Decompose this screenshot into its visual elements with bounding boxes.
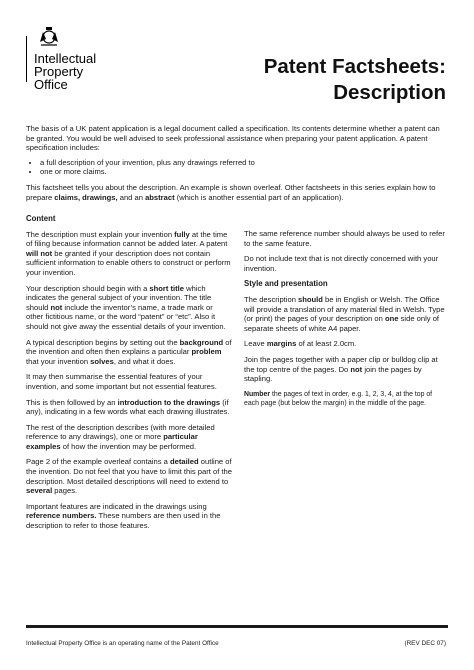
intro-paragraph-2: This factsheet tells you about the description. An example is shown overleaf. Other factsheets in this series explain how to prepare claims, drawings, and an abstract (which is another essential part of an application). xyxy=(26,182,436,202)
intro-bullet: • one or more claims. xyxy=(40,167,448,177)
left-paragraph: It may then summarise the essential features of your invention, and some important but not essential features. xyxy=(26,372,217,391)
ipo-logo xyxy=(26,26,116,53)
royal-crest-icon xyxy=(36,26,62,48)
right-paragraph: Leave margins of at least 2.0cm. xyxy=(244,339,357,349)
logo-wordmark xyxy=(34,52,96,91)
right-paragraph: Join the pages together with a paper clip or bulldog clip at the top centre of the pages. Do not join the pages by stapling. xyxy=(244,354,438,384)
left-paragraph: A typical description begins by setting out the background of the invention and often then explains a particular problem that your invention solves, and what it does. xyxy=(26,337,232,366)
intro-bullet: • a full description of your invention, plus any drawings referred to xyxy=(40,158,448,168)
footer-note: Intellectual Property Office is an operating name of the Patent Office xyxy=(26,640,219,647)
logo-line-3: Office xyxy=(34,77,68,92)
right-paragraph: Number the pages of text in order, e.g. 1, 2, 3, 4, at the top of each page (but below the margin) in the middle of the page. xyxy=(244,390,433,408)
logo-line-2: Property xyxy=(34,64,84,79)
left-paragraph: Page 2 of the example overleaf contains a detailed outline of the invention. Do not feel that you have to limit this part of the description. Most detailed descriptions will need to extend to several pages. xyxy=(26,457,232,496)
page-title xyxy=(264,54,446,106)
right-column xyxy=(244,229,448,415)
intro-section xyxy=(26,124,448,207)
left-column xyxy=(26,214,232,537)
left-paragraph: This is then followed by an introduction to the drawings (if any), indicating in a few words what each drawing illustrates. xyxy=(26,397,230,417)
right-paragraph: The description should be in English or Welsh. The Office will provide a translation of any material filed in Welsh. Type (or print) the pages of your description on one side only of separate sheets of white A4 paper. xyxy=(244,294,445,333)
footer-rule xyxy=(26,625,448,628)
logo-divider xyxy=(26,36,27,82)
right-paragraph: Do not include text that is not directly concerned with your invention. xyxy=(244,254,439,273)
title-line-2: Description xyxy=(333,81,446,104)
left-paragraph: The description must explain your invention fully at the time of filing because information cannot be added later. A patent will not be granted if your description does not contain sufficient information to enable others to construct or perform your invention. xyxy=(26,229,231,277)
intro-bullet-list xyxy=(26,158,448,177)
title-line-1: Patent Factsheets: xyxy=(263,55,446,78)
left-paragraph: Your description should begin with a short title which indicates the general subject of your invention. The title should not include the inventor’s name, a trade mark or other fictitious name, or the word “patent” or “etc”. Also it should not give away the essential details of your invention. xyxy=(26,283,226,331)
content-heading: Content xyxy=(26,214,56,223)
style-heading: Style and presentation xyxy=(244,279,328,289)
logo-line-1: Intellectual xyxy=(34,51,97,66)
revision-label: (REV DEC 07) xyxy=(404,640,446,647)
left-paragraph: Important features are indicated in the drawings using reference numbers. These numbers are then used in the description to refer to those features. xyxy=(26,501,221,531)
intro-paragraph-1: The basis of a UK patent application is a legal document called a specification. Its contents determine whether a patent can be granted. You would be well advised to seek professional assistance when preparing your patent application. A patent specification includes: xyxy=(26,124,440,153)
right-paragraph: The same reference number should always be used to refer to the same feature. xyxy=(244,229,445,248)
left-paragraph: The rest of the description describes (with more detailed reference to any drawings), one or more particular examples of how the invention may be performed. xyxy=(26,422,215,451)
